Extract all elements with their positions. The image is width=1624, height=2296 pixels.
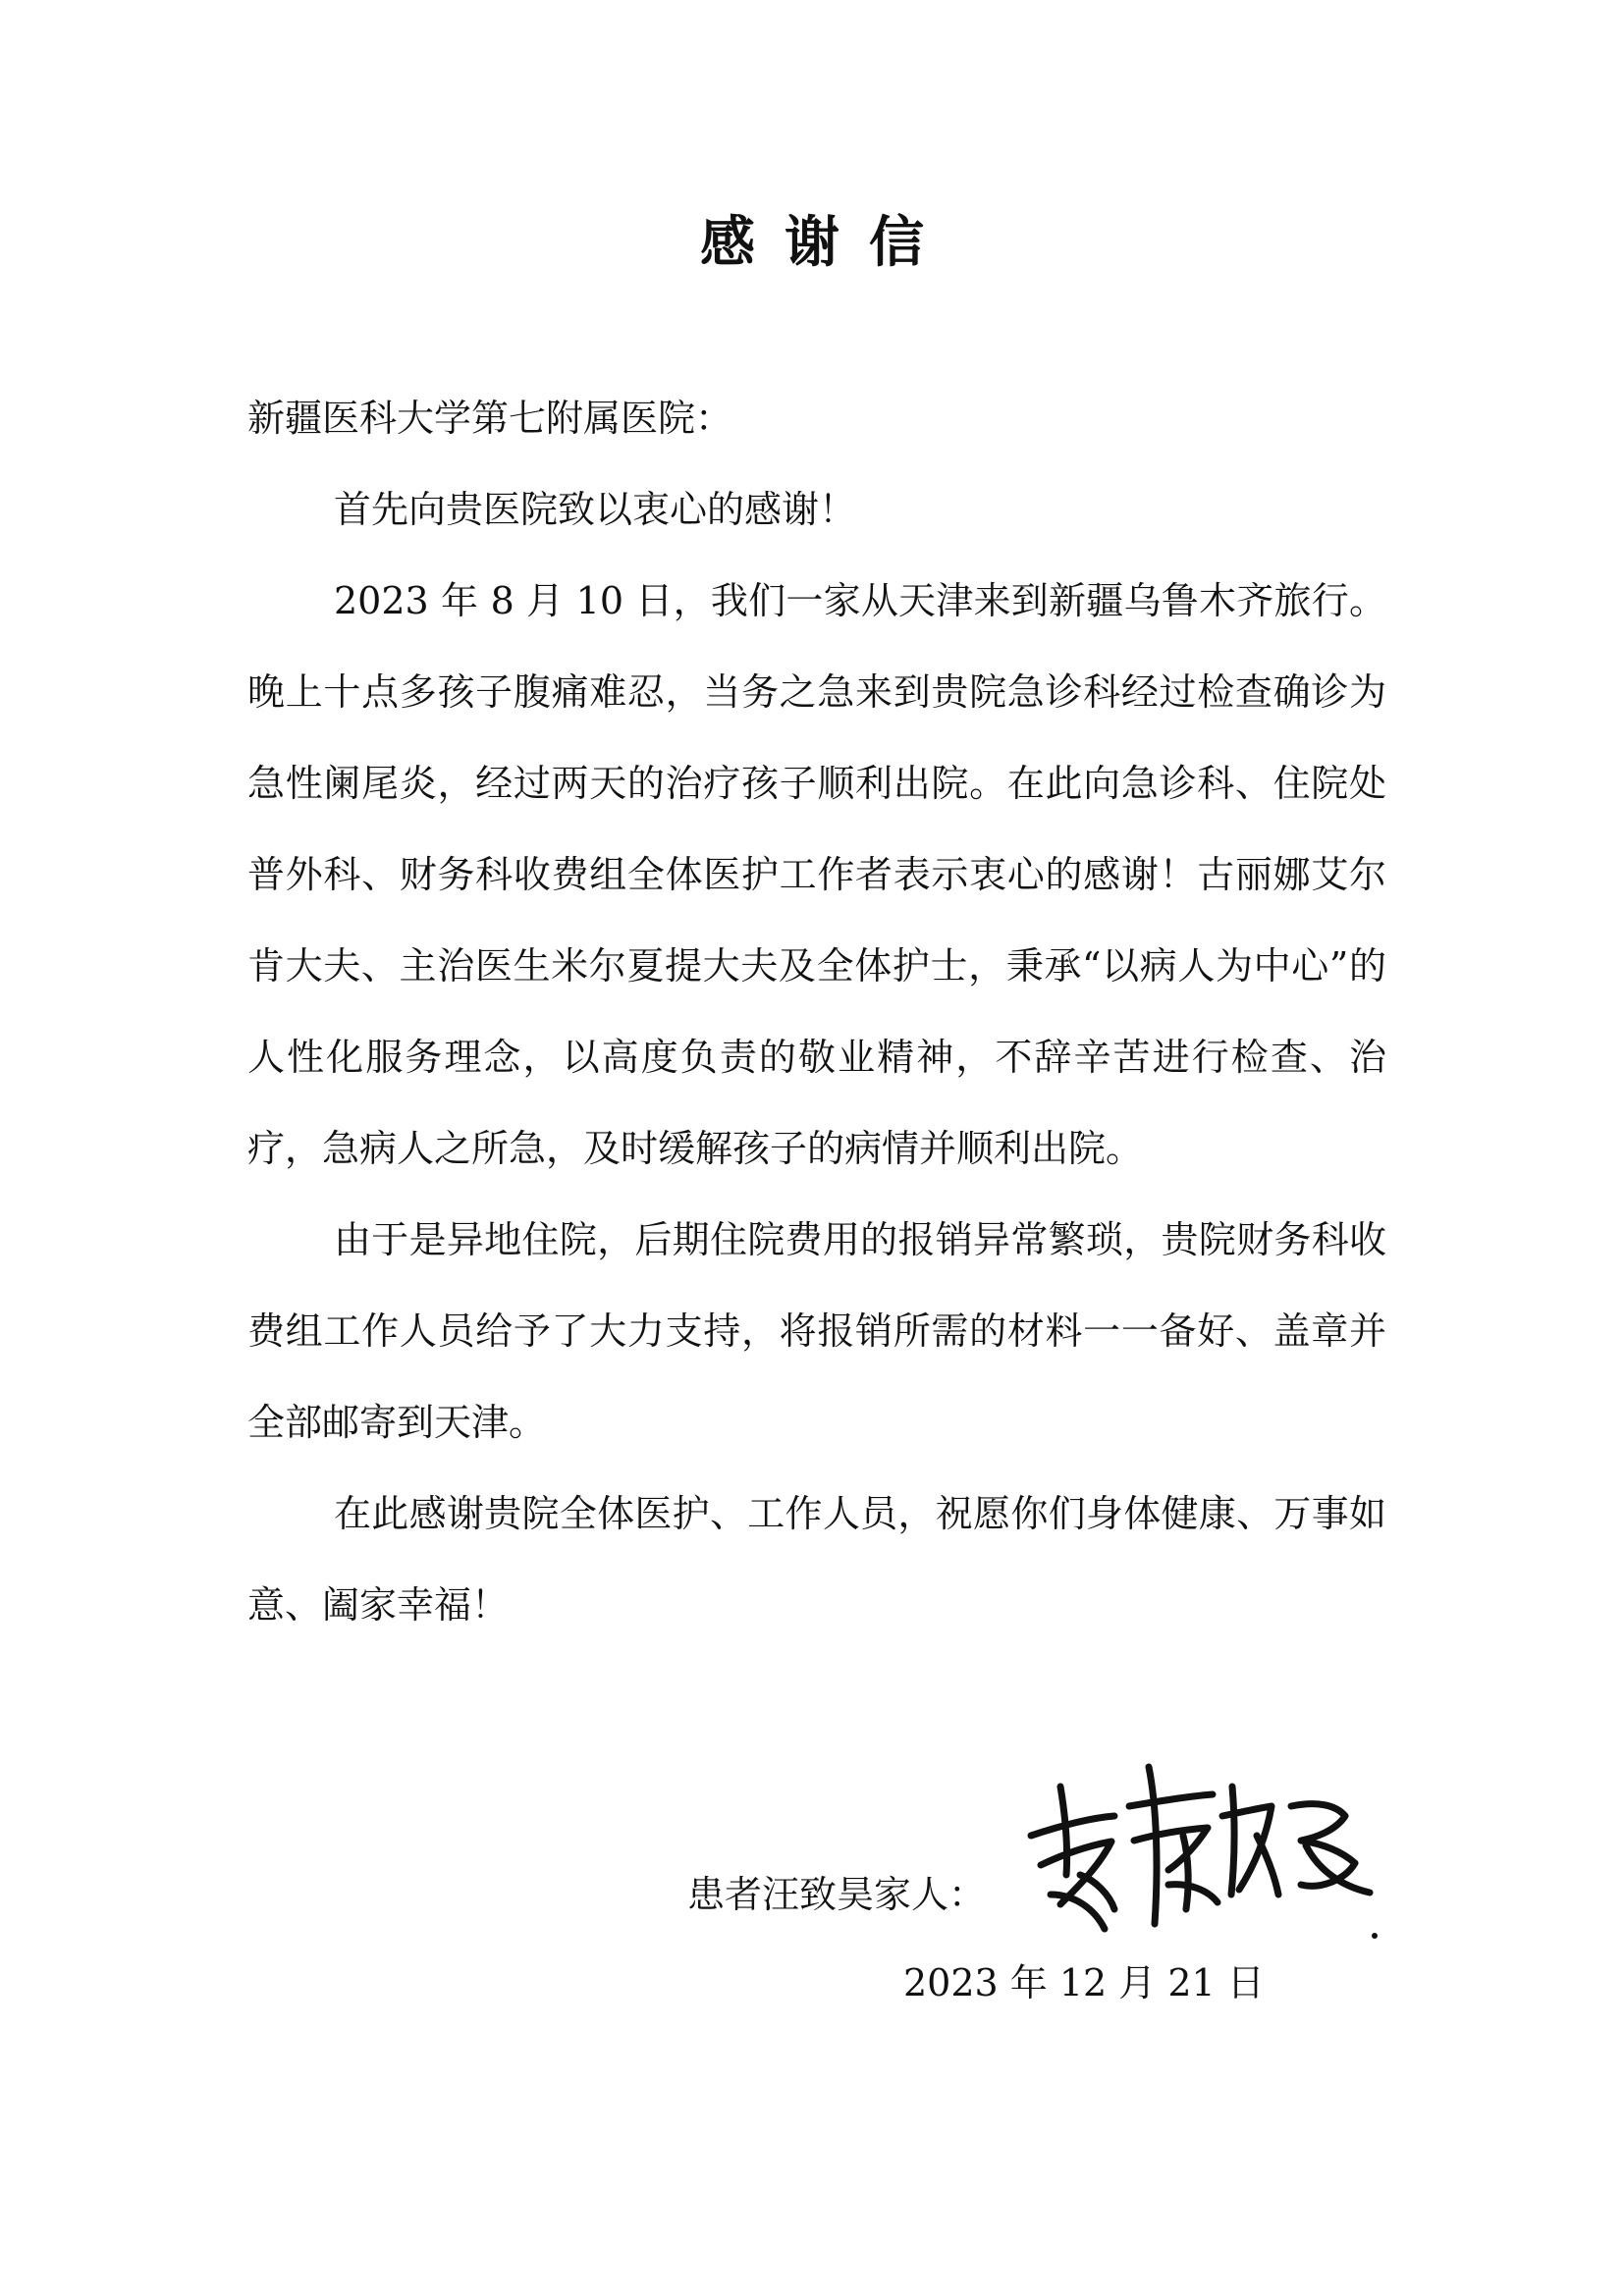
letter-title: 感谢信 <box>700 211 953 275</box>
letter-body <box>247 373 1386 1651</box>
paragraph-2: 2023 年 8 月 10 日，我们一家从天津来到新疆乌鲁木齐旅行。晚上十点多孩子腹痛难忍，当务之急来到贵院急诊科经过检查确诊为急性阑尾炎，经过两天的治疗孩子顺利出院。在此向急诊科、住院处普外科、财务科收费组全体医护工作者表示衷心的感谢！古丽娜艾尔肯大夫、主治医生米尔夏提大夫及全体护士，秉承“以病人为中心”的人性化服务理念，以高度负责的敬业精神，不辞辛苦进行检查、治疗，急病人之所急，及时缓解孩子的病情并顺利出院。 <box>247 579 1386 1170</box>
letter-date: 2023 年 12 月 21 日 <box>903 1961 1265 2004</box>
handwritten-signature <box>1021 1747 1384 1944</box>
paragraph-4: 在此感谢贵院全体医护、工作人员，祝愿你们身体健康、万事如意、阖家幸福！ <box>247 1492 1386 1627</box>
paragraph-1: 首先向贵医院致以衷心的感谢！ <box>334 488 857 531</box>
salutation: 新疆医科大学第七附属医院： <box>247 397 733 440</box>
signer-label: 患者汪致昊家人： <box>687 1873 987 1916</box>
paragraph-3: 由于是异地住院，后期住院费用的报销异常繁琐，贵院财务科收费组工作人员给予了大力支持，将报销所需的材料一一备好、盖章并全部邮寄到天津。 <box>247 1218 1386 1444</box>
